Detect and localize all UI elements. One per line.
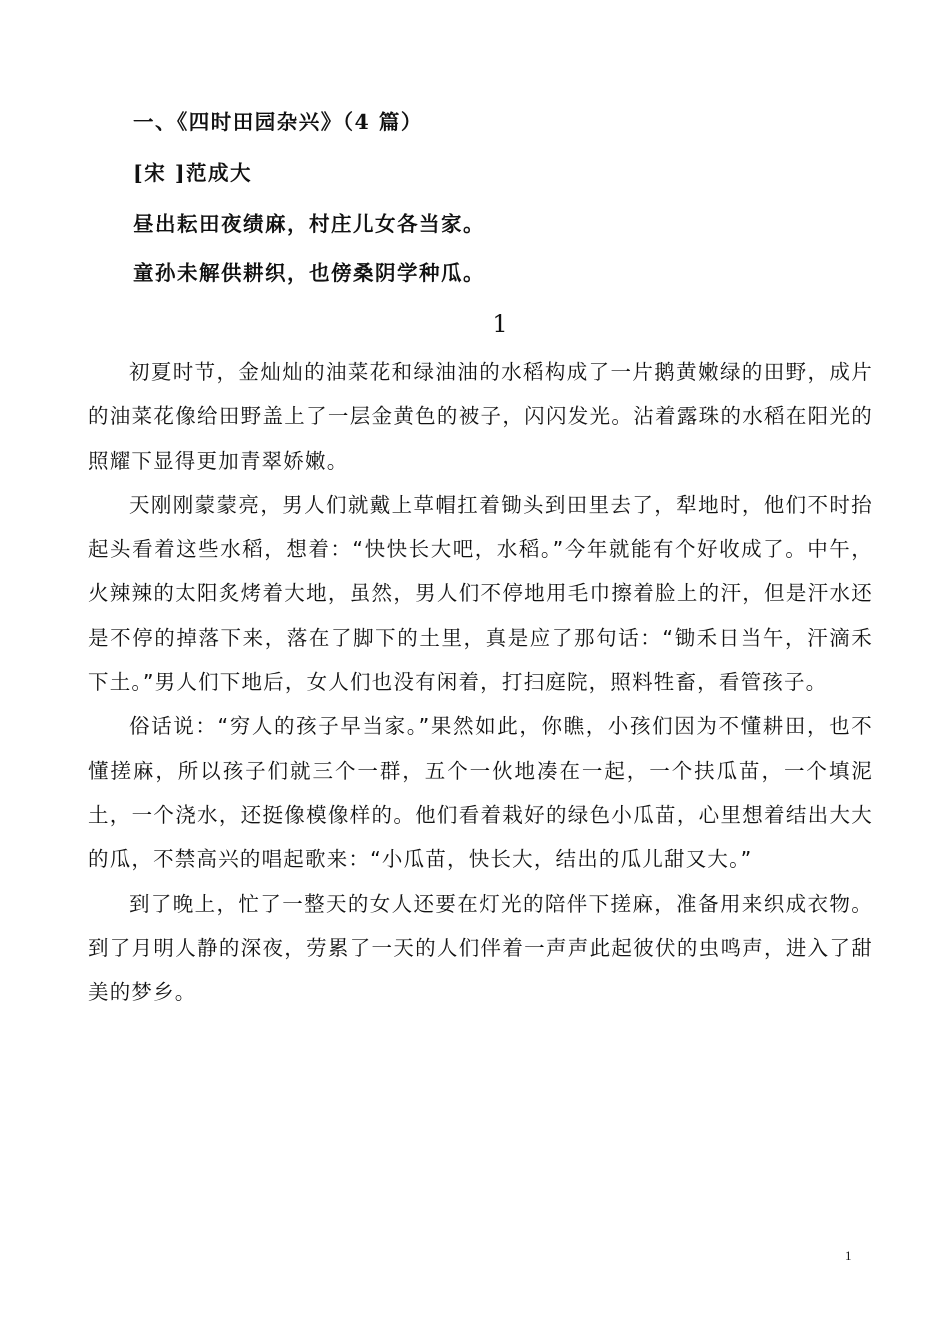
paragraph-3: 俗话说：“穷人的孩子早当家。”果然如此，你瞧，小孩们因为不懂耕田，也不懂搓麻，所以孩子们就三个一群，五个一伙地凑在一起，一个扶瓜苗，一个填泥土，一个浇水，还挺像模像样的。他们看着栽好的绿色小瓜苗，心里想着结出大大的瓜，不禁高兴的唱起歌来：“小瓜苗，快长大，结出的瓜儿甜又大。” <box>88 714 873 872</box>
paragraph-2: 天刚刚蒙蒙亮，男人们就戴上草帽扛着锄头到田里去了，犁地时，他们不时抬起头看着这些水稻，想着：“快快长大吧，水稻。”今年就能有个好收成了。中午，火辣辣的太阳炙烤着大地，虽然，男人们不停地用毛巾擦着脸上的汗，但是汗水还是不停的掉落下来，落在了脚下的土里，真是应了那句话：“锄禾日当午，汗滴禾下土。”男人们下地后，女人们也没有闲着，打扫庭院，照料牲畜，看管孩子。 <box>88 492 873 695</box>
poem-line-1: 昼出耘田夜绩麻，村庄儿女各当家。 <box>133 212 485 236</box>
article-title: 一、《四时田园杂兴》（4 篇） <box>133 110 423 134</box>
section-number: 1 <box>492 310 508 338</box>
poem-author: [宋 ]范成大 <box>133 161 253 185</box>
page-number: 1 <box>845 1248 852 1263</box>
paragraph-4: 到了晚上，忙了一整天的女人还要在灯光的陪伴下搓麻，准备用来织成衣物。到了月明人静的深夜，劳累了一天的人们伴着一声声此起彼伏的虫鸣声，进入了甜美的梦乡。 <box>88 891 873 1005</box>
paragraph-1: 初夏时节，金灿灿的油菜花和绿油油的水稻构成了一片鹅黄嫩绿的田野，成片的油菜花像给田野盖上了一层金黄色的被子，闪闪发光。沾着露珠的水稻在阳光的照耀下显得更加青翠娇嫩。 <box>88 360 873 473</box>
poem-line-2: 童孙未解供耕织，也傍桑阴学种瓜。 <box>133 261 485 285</box>
essay-body <box>88 350 873 1014</box>
